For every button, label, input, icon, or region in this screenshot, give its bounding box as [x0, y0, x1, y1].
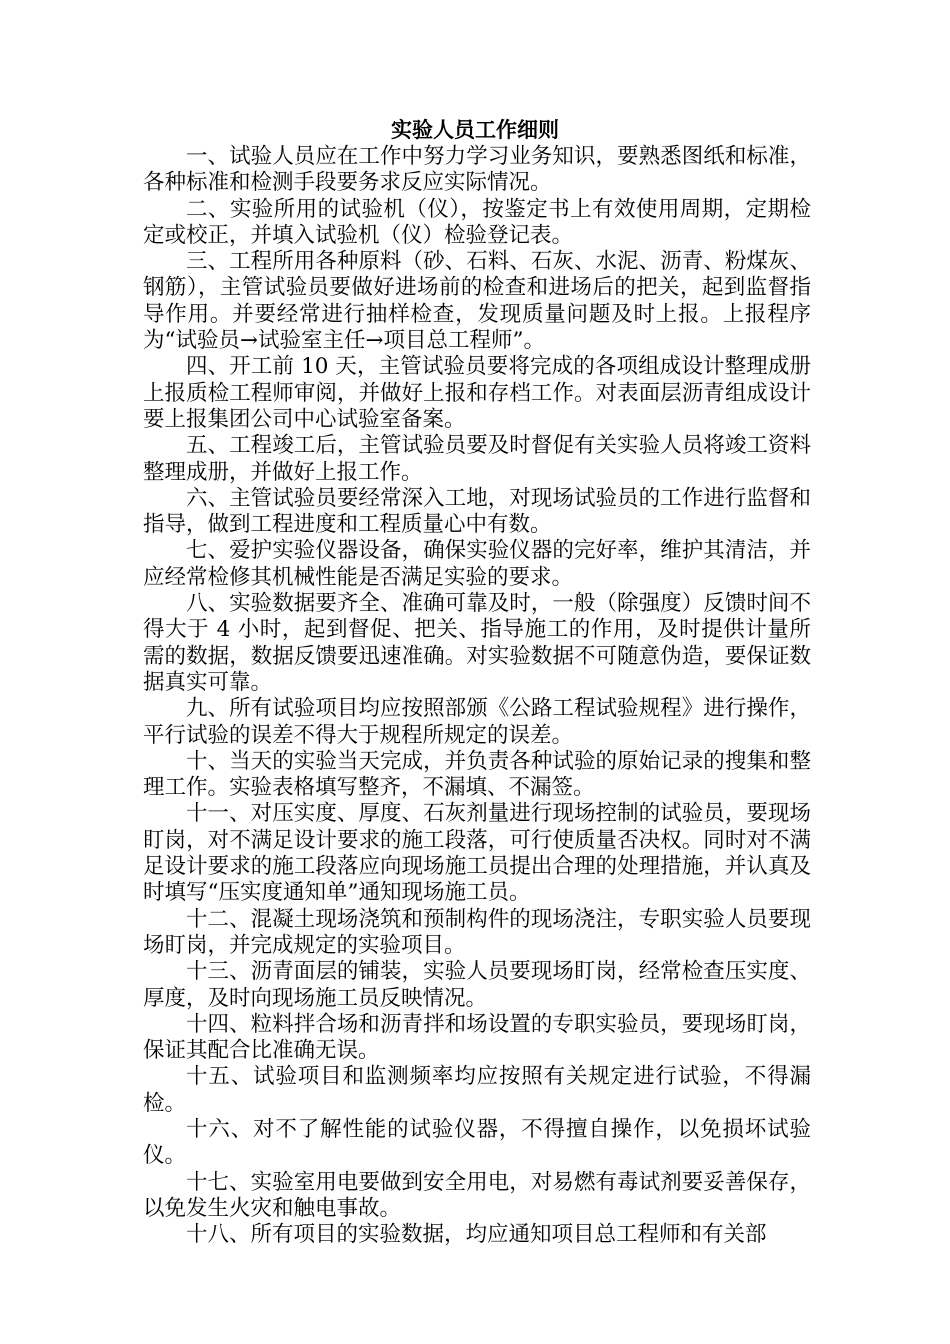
paragraph-3: 三、工程所用各种原料（砂、石料、石灰、水泥、沥青、粉煤灰、钢筋），主管试验员要做好进场前的检查和进场后的把关，起到监督指导作用。并要经常进行抽样检查，发现质量问题及时上报。上报程序为“试验员→试验室主任→项目总工程师”。: [143, 249, 811, 354]
paragraph-9: 九、所有试验项目均应按照部颁《公路工程试验规程》进行操作，平行试验的误差不得大于规程所规定的误差。: [143, 696, 811, 748]
paragraph-14: 十四、粒料拌合场和沥青拌和场设置的专职实验员，要现场盯岗，保证其配合比准确无误。: [143, 1011, 811, 1064]
paragraph-15: 十五、试验项目和监测频率均应按照有关规定进行试验，不得漏检。: [143, 1064, 811, 1116]
paragraph-12: 十二、混凝土现场浇筑和预制构件的现场浇注，专职实验人员要现场盯岗，并完成规定的实验项目。: [143, 906, 811, 958]
paragraph-18: 十八、所有项目的实验数据，均应通知项目总工程师和有关部: [186, 1222, 767, 1248]
paragraph-1: 一、试验人员应在工作中努力学习业务知识，要熟悉图纸和标准，各种标准和检测手段要务求反应实际情况。: [143, 144, 811, 196]
paragraph-2: 二、实验所用的试验机（仪），按鉴定书上有效使用周期，定期检定或校正，并填入试验机（仪）检验登记表。: [143, 196, 811, 248]
paragraph-13: 十三、沥青面层的铺装，实验人员要现场盯岗，经常检查压实度、厚度，及时向现场施工员反映情况。: [143, 959, 811, 1011]
paragraph-7: 七、爱护实验仪器设备，确保实验仪器的完好率，维护其清洁，并应经常检修其机械性能是否满足实验的要求。: [143, 538, 811, 590]
paragraph-16: 十六、对不了解性能的试验仪器，不得擅自操作，以免损坏试验仪。: [143, 1116, 811, 1169]
paragraph-11: 十一、对压实度、厚度、石灰剂量进行现场控制的试验员，要现场盯岗，对不满足设计要求的施工段落，可行使质量否决权。同时对不满足设计要求的施工段落应向现场施工员提出合理的处理措施，并认真及时填写“压实度通知单”通知现场施工员。: [143, 801, 811, 906]
paragraph-4: 四、开工前 10 天，主管试验员要将完成的各项组成设计整理成册上报质检工程师审阅，并做好上报和存档工作。对表面层沥青组成设计要上报集团公司中心试验室备案。: [143, 354, 811, 432]
document-title: 实验人员工作细则: [391, 118, 559, 142]
paragraph-10: 十、当天的实验当天完成，并负责各种试验的原始记录的搜集和整理工作。实验表格填写整齐，不漏填、不漏签。: [143, 748, 811, 801]
paragraph-17: 十七、实验室用电要做到安全用电，对易燃有毒试剂要妥善保存，以免发生火灾和触电事故。: [143, 1169, 811, 1221]
paragraph-8: 八、实验数据要齐全、准确可靠及时，一般（除强度）反馈时间不得大于 4 小时，起到督促、把关、指导施工的作用，及时提供计量所需的数据，数据反馈要迅速准确。对实验数据不可随意伪造，要保证数据真实可靠。: [143, 591, 811, 695]
paragraph-6: 六、主管试验员要经常深入工地，对现场试验员的工作进行监督和指导，做到工程进度和工程质量心中有数。: [143, 485, 811, 538]
document-body: [143, 144, 811, 1248]
paragraph-5: 五、工程竣工后，主管试验员要及时督促有关实验人员将竣工资料整理成册，并做好上报工作。: [143, 433, 811, 485]
